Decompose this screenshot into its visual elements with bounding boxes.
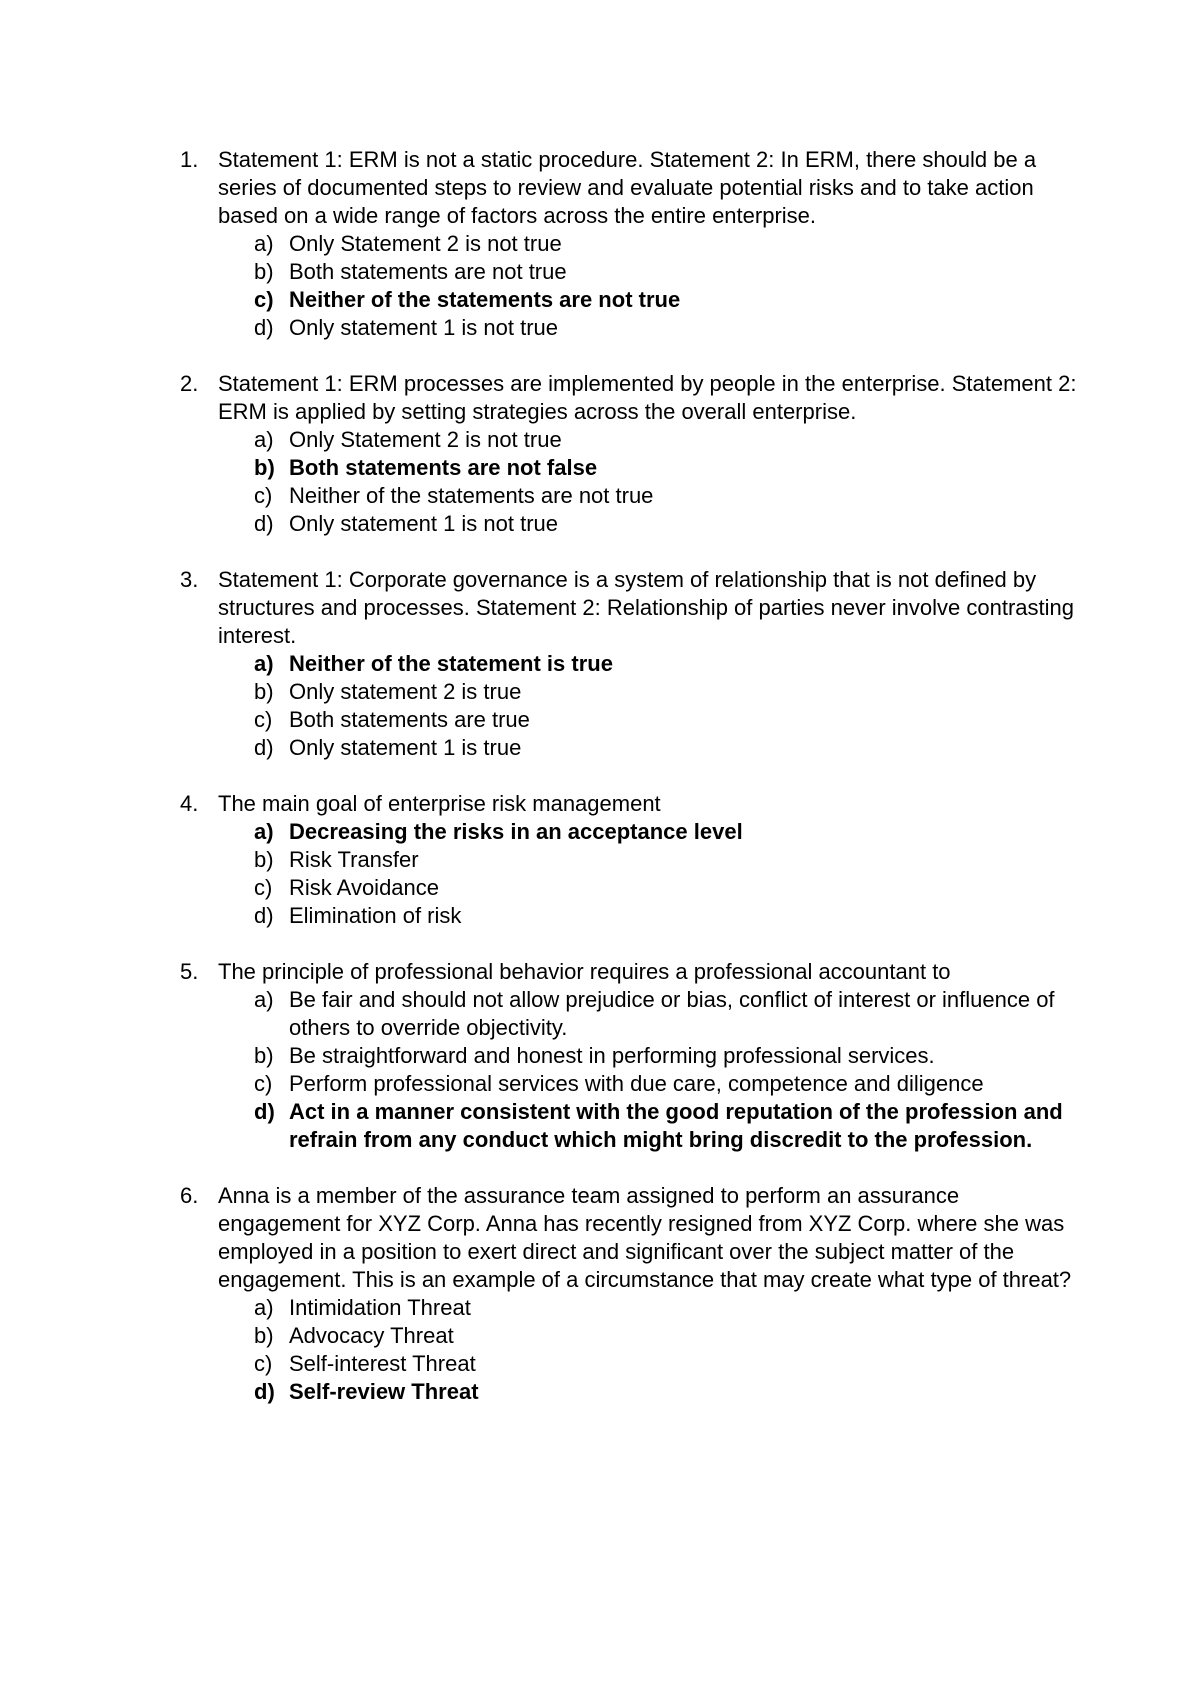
question-text: Statement 1: ERM is not a static procedure. Statement 2: In ERM, there should be a series of documented steps to review and evaluate potential risks and to take action based on a wide range of factors across the entire enterprise.: [218, 147, 1037, 228]
option-text: Intimidation Threat: [289, 1295, 471, 1320]
question-body: [218, 370, 1080, 538]
question-body: [218, 958, 1080, 1154]
option-a: [254, 426, 1080, 454]
option-letter: d): [254, 511, 274, 536]
option-list: [218, 426, 1080, 538]
option-text: Advocacy Threat: [289, 1323, 454, 1348]
option-c: [254, 1070, 1080, 1098]
option-letter: b): [254, 847, 274, 872]
option-text: Both statements are true: [289, 707, 530, 732]
question-list: [180, 146, 1080, 1434]
option-b: [254, 678, 1080, 706]
option-c: [254, 482, 1080, 510]
option-d: [254, 314, 1080, 342]
option-d: [254, 1378, 1080, 1406]
option-letter: a): [254, 1295, 274, 1320]
option-list: [218, 1294, 1080, 1406]
option-letter: d): [254, 735, 274, 760]
question-number: 3.: [180, 567, 199, 592]
option-letter: c): [254, 287, 274, 312]
question-text: Anna is a member of the assurance team assigned to perform an assurance engagement for XYZ Corp. Anna has recently resigned from XYZ Corp. where she was employed in a position to exert direct and significant over the subject matter of the engagement. This is an example of a circumstance that may create what type of threat?: [218, 1183, 1072, 1292]
option-text: Self-interest Threat: [289, 1351, 476, 1376]
option-letter: c): [254, 707, 273, 732]
question-1: [180, 146, 1080, 342]
option-c: [254, 286, 1080, 314]
option-text: Only statement 1 is true: [289, 735, 522, 760]
question-text: The principle of professional behavior requires a professional accountant to: [218, 959, 951, 984]
option-letter: a): [254, 231, 274, 256]
question-6: [180, 1182, 1080, 1406]
option-b: [254, 1322, 1080, 1350]
option-text: Risk Avoidance: [289, 875, 440, 900]
option-c: [254, 1350, 1080, 1378]
option-letter: d): [254, 1099, 275, 1124]
option-letter: a): [254, 651, 274, 676]
option-a: [254, 986, 1080, 1042]
question-2: [180, 370, 1080, 538]
question-text: Statement 1: Corporate governance is a system of relationship that is not defined by structures and processes. Statement 2: Relationship of parties never involve contrasting interest.: [218, 567, 1075, 648]
option-text: Risk Transfer: [289, 847, 419, 872]
option-text: Neither of the statement is true: [289, 651, 613, 676]
option-letter: b): [254, 679, 274, 704]
option-text: Perform professional services with due care, competence and diligence: [289, 1071, 984, 1096]
option-text: Be fair and should not allow prejudice or bias, conflict of interest or influence of others to override objectivity.: [289, 987, 1055, 1040]
option-letter: d): [254, 1379, 275, 1404]
question-body: [218, 790, 1080, 930]
question-number: 4.: [180, 791, 199, 816]
question-body: [218, 1182, 1080, 1406]
option-text: Act in a manner consistent with the good reputation of the profession and refrain from any conduct which might bring discredit to the profession.: [289, 1099, 1063, 1152]
option-letter: c): [254, 875, 273, 900]
option-text: Both statements are not false: [289, 455, 598, 480]
option-letter: d): [254, 903, 274, 928]
option-text: Only Statement 2 is not true: [289, 231, 562, 256]
option-letter: b): [254, 455, 275, 480]
option-b: [254, 846, 1080, 874]
option-d: [254, 902, 1080, 930]
question-number: 6.: [180, 1183, 199, 1208]
option-text: Only Statement 2 is not true: [289, 427, 562, 452]
option-text: Decreasing the risks in an acceptance level: [289, 819, 743, 844]
option-text: Neither of the statements are not true: [289, 483, 654, 508]
option-text: Elimination of risk: [289, 903, 462, 928]
question-5: [180, 958, 1080, 1154]
option-text: Self-review Threat: [289, 1379, 479, 1404]
question-number: 2.: [180, 371, 199, 396]
option-letter: b): [254, 259, 274, 284]
question-number: 5.: [180, 959, 199, 984]
option-letter: b): [254, 1323, 274, 1348]
option-letter: c): [254, 483, 273, 508]
option-letter: a): [254, 987, 274, 1012]
option-b: [254, 454, 1080, 482]
option-b: [254, 258, 1080, 286]
option-d: [254, 734, 1080, 762]
option-text: Neither of the statements are not true: [289, 287, 681, 312]
option-letter: c): [254, 1351, 273, 1376]
option-a: [254, 650, 1080, 678]
option-b: [254, 1042, 1080, 1070]
option-list: [218, 650, 1080, 762]
option-a: [254, 818, 1080, 846]
option-letter: a): [254, 819, 274, 844]
option-text: Only statement 2 is true: [289, 679, 522, 704]
question-3: [180, 566, 1080, 762]
option-list: [218, 230, 1080, 342]
option-letter: c): [254, 1071, 273, 1096]
option-d: [254, 1098, 1080, 1154]
question-body: [218, 146, 1080, 342]
option-c: [254, 706, 1080, 734]
option-text: Be straightforward and honest in performing professional services.: [289, 1043, 935, 1068]
option-text: Only statement 1 is not true: [289, 511, 559, 536]
question-text: Statement 1: ERM processes are implemented by people in the enterprise. Statement 2: ERM is applied by setting strategies across the overall enterprise.: [218, 371, 1077, 424]
option-a: [254, 230, 1080, 258]
option-text: Only statement 1 is not true: [289, 315, 559, 340]
option-list: [218, 986, 1080, 1154]
question-4: [180, 790, 1080, 930]
option-list: [218, 818, 1080, 930]
option-text: Both statements are not true: [289, 259, 567, 284]
option-letter: b): [254, 1043, 274, 1068]
question-body: [218, 566, 1080, 762]
question-text: The main goal of enterprise risk management: [218, 791, 661, 816]
option-a: [254, 1294, 1080, 1322]
option-letter: d): [254, 315, 274, 340]
question-number: 1.: [180, 147, 199, 172]
option-c: [254, 874, 1080, 902]
option-letter: a): [254, 427, 274, 452]
option-d: [254, 510, 1080, 538]
